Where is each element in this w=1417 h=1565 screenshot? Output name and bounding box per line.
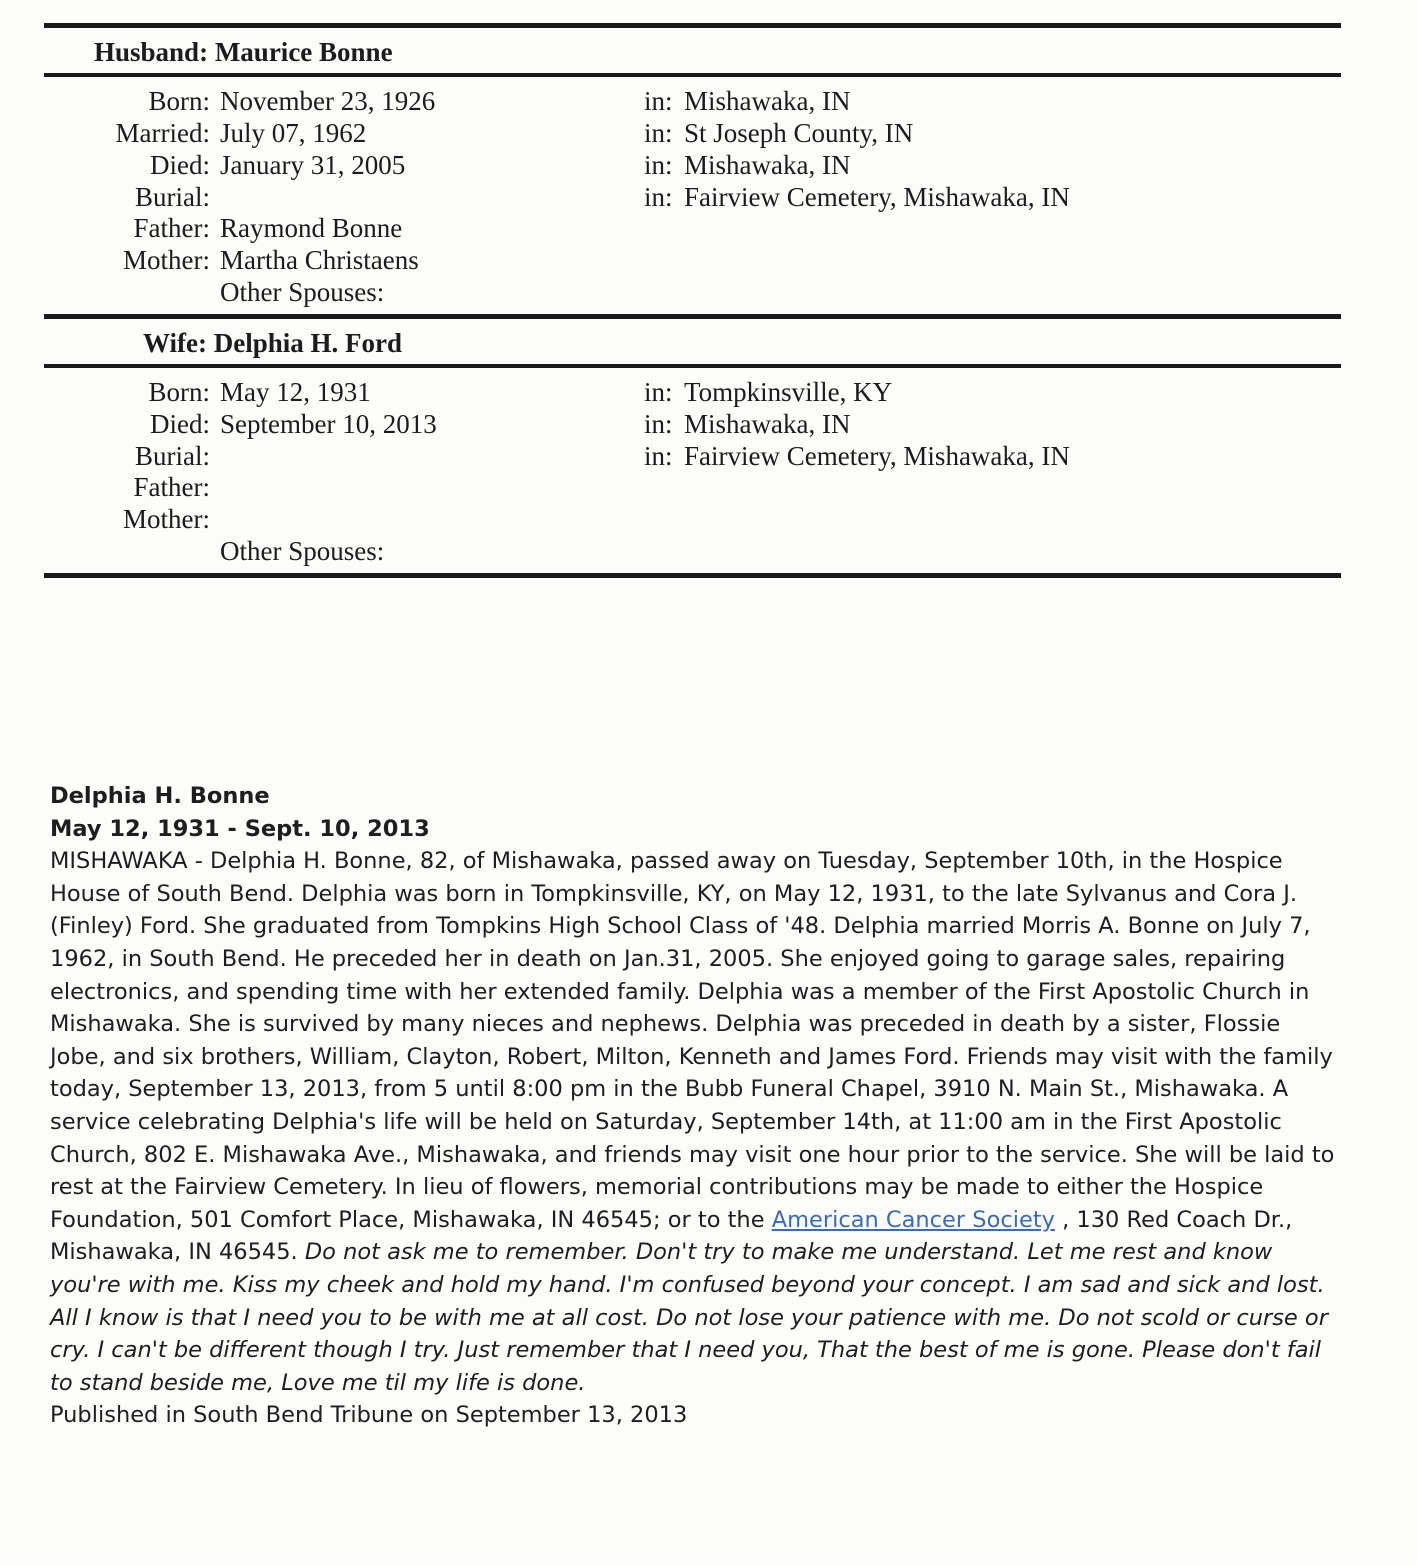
husband-row-married xyxy=(0,117,1417,149)
rule-wife-under xyxy=(44,364,1341,368)
row-value: September 10, 2013 xyxy=(220,409,437,439)
row-label: Died: xyxy=(150,409,210,439)
wife-row-born xyxy=(0,376,1417,408)
husband-row-born xyxy=(0,85,1417,117)
husband-row-mother xyxy=(0,244,1417,276)
husband-row-died xyxy=(0,149,1417,181)
wife-row-died xyxy=(0,408,1417,440)
wife-other-spouses: Other Spouses: xyxy=(220,536,385,566)
row-value: July 07, 1962 xyxy=(220,118,367,148)
wife-row-mother xyxy=(0,503,1417,535)
row-label: Married: xyxy=(115,118,210,148)
obituary-body-text-after-link: , 130 Red Coach Dr., Mishawaka, IN 46545. xyxy=(50,1206,1293,1266)
obituary-poem: Do not ask me to remember. Don't try to make me understand. Let me rest and know you're with me. Kiss my cheek and hold my hand. I'm confused beyond your concept. I am sad and sick and lost. All I know is that I need you to be with me at all cost. Do not lose your patience with me. Do not scold or curse or cry. I can't be different though I try. Just remember that I need you, That the best of me is gone. Please don't fail to stand beside me, Love me til my life is done. xyxy=(50,1239,1328,1396)
obituary-published: Published in South Bend Tribune on September 13, 2013 xyxy=(50,1402,688,1429)
row-label: Mother: xyxy=(123,504,210,534)
obituary-dates: May 12, 1931 - Sept. 10, 2013 xyxy=(50,815,430,842)
row-value: Raymond Bonne xyxy=(220,213,403,243)
row-label: Father: xyxy=(133,213,210,243)
husband-other-spouses: Other Spouses: xyxy=(220,277,385,307)
row-label: Burial: xyxy=(135,182,210,212)
row-place: Mishawaka, IN xyxy=(684,150,851,180)
wife-heading xyxy=(143,327,402,359)
row-label: Born: xyxy=(148,86,210,116)
row-label: Father: xyxy=(133,472,210,502)
husband-heading-label: Husband: xyxy=(94,37,209,67)
wife-name: Delphia H. Ford xyxy=(213,328,402,358)
wife-heading-label: Wife: xyxy=(143,328,207,358)
rule-wife-top xyxy=(44,314,1341,319)
american-cancer-society-link[interactable]: American Cancer Society xyxy=(771,1206,1055,1233)
rule-bottom xyxy=(44,573,1341,578)
row-label: Born: xyxy=(148,377,210,407)
row-in-label: in: xyxy=(644,377,673,407)
husband-name: Maurice Bonne xyxy=(214,37,393,67)
row-in-label: in: xyxy=(644,182,673,212)
row-place: St Joseph County, IN xyxy=(684,118,914,148)
wife-row-father xyxy=(0,471,1417,503)
wife-row-burial xyxy=(0,440,1417,472)
row-label: Mother: xyxy=(123,245,210,275)
row-label: Died: xyxy=(150,150,210,180)
obituary-body-text: MISHAWAKA - Delphia H. Bonne, 82, of Mishawaka, passed away on Tuesday, September 10th, in the Hospice House of South Bend. Delphia was born in Tompkinsville, KY, on May 12, 1931, to the late Sylvanus and Cora J. (Finley) Ford. She graduated from Tompkins High School Class of '48. Delphia married Morris A. Bonne on July 7, 1962, in South Bend. He preceded her in death on Jan.31, 2005. She enjoyed going to garage sales, repairing electronics, and spending time with her extended family. Delphia was a member of the First Apostolic Church in Mishawaka. She is survived by many nieces and nephews. Delphia was preceded in death by a sister, Flossie Jobe, and six brothers, William, Clayton, Robert, Milton, Kenneth and James Ford. Friends may visit with the family today, September 13, 2013, from 5 until 8:00 pm in the Bubb Funeral Chapel, 3910 N. Main St., Mishawaka. A service celebrating Delphia's life will be held on Saturday, September 14th, at 11:00 am in the First Apostolic Church, 802 E. Mishawaka Ave., Mishawaka, and friends may visit one hour prior to the service. She will be laid to rest at the Fairview Cemetery. In lieu of flowers, memorial contributions may be made to either the Hospice Foundation, 501 Comfort Place, Mishawaka, IN 46545; or to the xyxy=(50,848,1335,1233)
row-in-label: in: xyxy=(644,441,673,471)
row-place: Fairview Cemetery, Mishawaka, IN xyxy=(684,441,1070,471)
row-value: Martha Christaens xyxy=(220,245,419,275)
row-place: Mishawaka, IN xyxy=(684,409,851,439)
obituary-name: Delphia H. Bonne xyxy=(50,783,270,809)
husband-row-burial xyxy=(0,181,1417,213)
obituary-body xyxy=(50,845,1340,1399)
row-value: May 12, 1931 xyxy=(220,377,371,407)
husband-heading xyxy=(94,36,393,68)
rule-top xyxy=(44,23,1341,28)
husband-row-father xyxy=(0,212,1417,244)
row-place: Tompkinsville, KY xyxy=(684,377,893,407)
row-in-label: in: xyxy=(644,150,673,180)
row-value: November 23, 1926 xyxy=(220,86,436,116)
row-place: Mishawaka, IN xyxy=(684,86,851,116)
obituary xyxy=(50,780,1340,1432)
row-value: January 31, 2005 xyxy=(220,150,406,180)
row-place: Fairview Cemetery, Mishawaka, IN xyxy=(684,182,1070,212)
row-label: Burial: xyxy=(135,441,210,471)
row-in-label: in: xyxy=(644,409,673,439)
row-in-label: in: xyxy=(644,118,673,148)
row-in-label: in: xyxy=(644,86,673,116)
rule-husband-under xyxy=(44,73,1341,77)
